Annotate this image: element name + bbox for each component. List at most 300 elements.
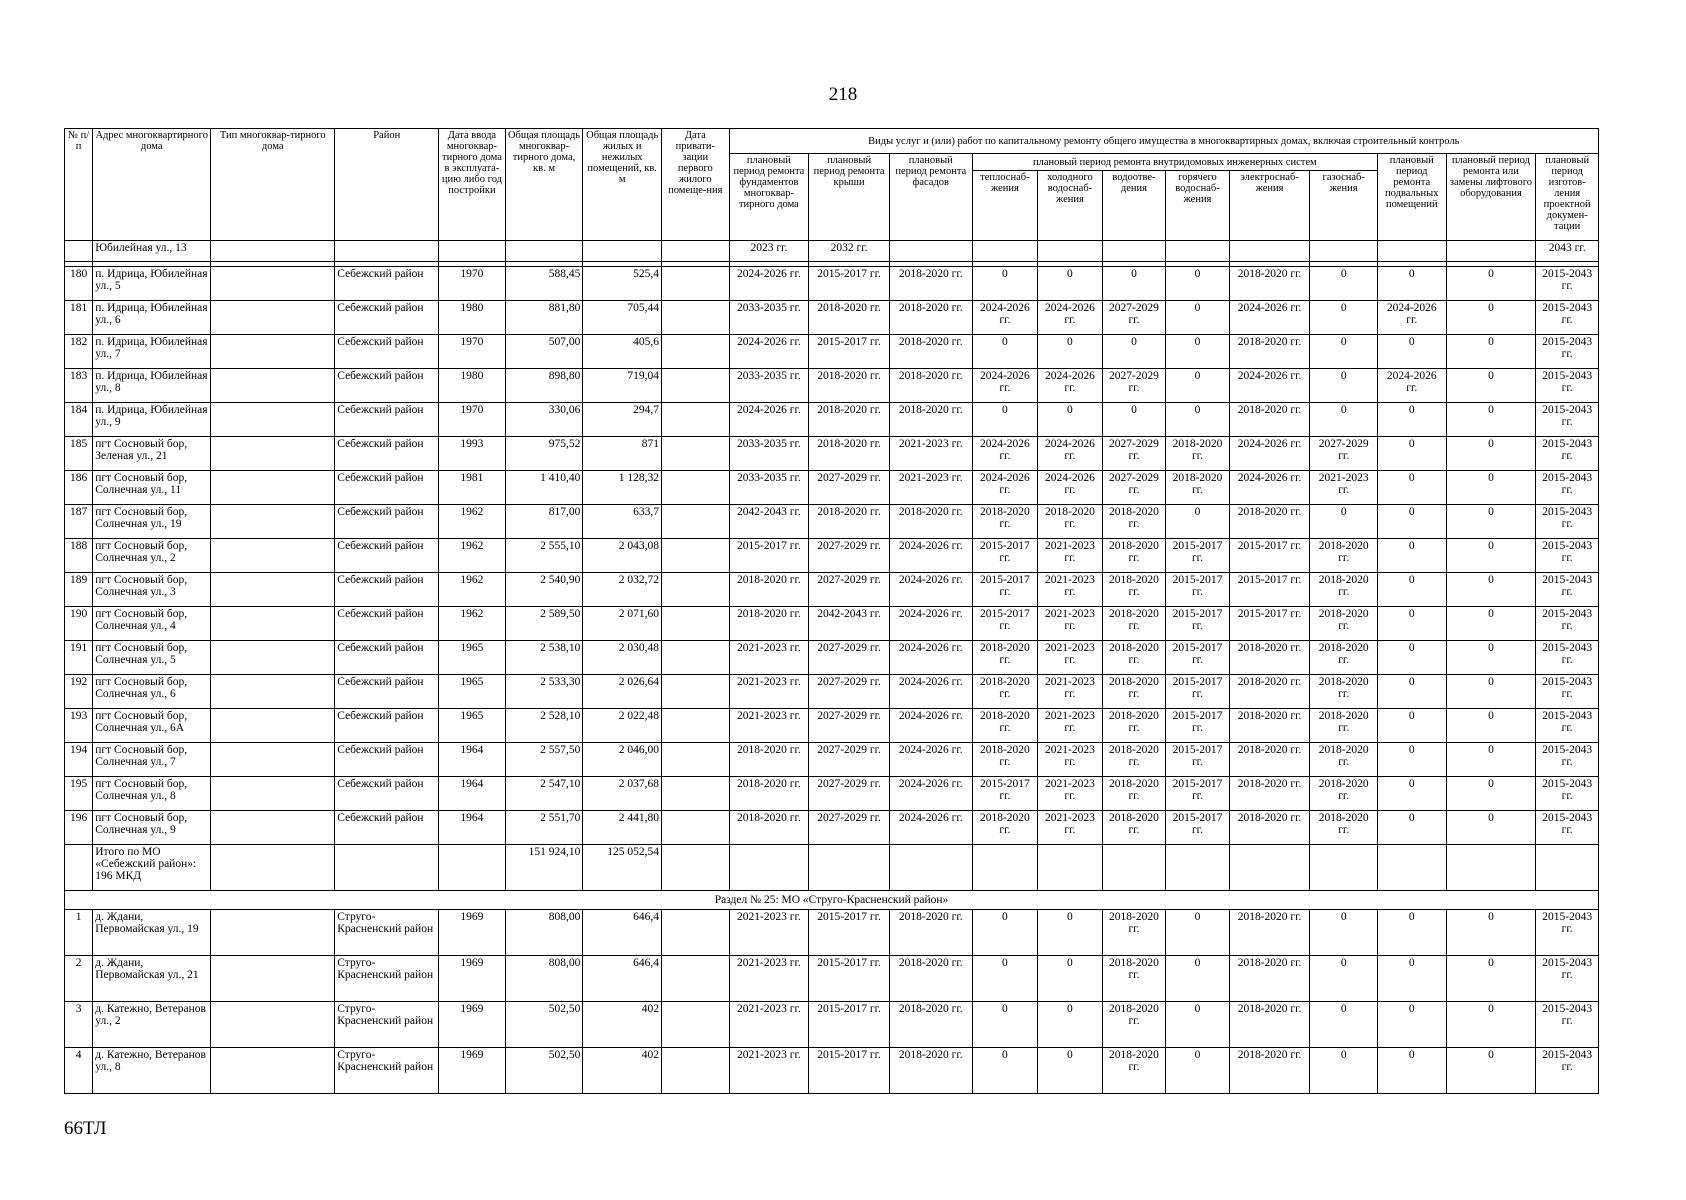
- table-cell: 1993: [439, 437, 506, 471]
- table-cell: 191: [65, 641, 93, 675]
- table-cell: Себежский район: [335, 471, 439, 505]
- header-engineering-group: плановый период ремонта внутридомовых инженерных систем: [972, 154, 1377, 171]
- table-cell: 2027-2029 гг.: [809, 777, 890, 811]
- table-cell: 0: [1377, 471, 1446, 505]
- table-cell: 2015-2017 гг.: [809, 1002, 890, 1048]
- table-cell: п. Идрица, Юбилейная ул., 9: [93, 403, 211, 437]
- table-cell: 2 589,50: [505, 607, 583, 641]
- table-cell: Струго-Красненский район: [335, 1048, 439, 1094]
- table-cell: [335, 845, 439, 891]
- table-cell: 2021-2023 гг.: [1310, 471, 1378, 505]
- table-cell: 2015-2017 гг.: [809, 267, 890, 301]
- table-cell: 525,4: [583, 267, 662, 301]
- table-cell: 188: [65, 539, 93, 573]
- table-cell: [662, 709, 730, 743]
- table-cell: 2033-2035 гг.: [729, 437, 809, 471]
- header-num: № п/п: [65, 129, 93, 241]
- table-cell: 183: [65, 369, 93, 403]
- table-cell: 1962: [439, 573, 506, 607]
- table-cell: 0: [1166, 910, 1230, 956]
- table-cell: [1310, 845, 1378, 891]
- table-cell: 0: [1446, 956, 1536, 1002]
- table-cell: 2 022,48: [583, 709, 662, 743]
- table-cell: 1: [65, 910, 93, 956]
- table-cell: 0: [972, 956, 1038, 1002]
- table-cell: 2 030,48: [583, 641, 662, 675]
- table-cell: 2033-2035 гг.: [729, 369, 809, 403]
- table-row: [65, 539, 1599, 573]
- table-cell: Себежский район: [335, 539, 439, 573]
- table-cell: д. Катежно, Ветеранов ул., 8: [93, 1048, 211, 1094]
- table-cell: [1446, 241, 1536, 262]
- table-cell: 2018-2020 гг.: [1102, 743, 1166, 777]
- header-type: Тип многоквар-тирного дома: [211, 129, 335, 241]
- table-cell: 2018-2020 гг.: [889, 1002, 972, 1048]
- header-sewer: водоотве-дения: [1102, 171, 1166, 241]
- table-cell: [1310, 241, 1378, 262]
- page-number: 218: [828, 84, 858, 105]
- table-cell: 2042-2043 гг.: [809, 607, 890, 641]
- table-cell: 0: [1377, 607, 1446, 641]
- table-cell: 2024-2026 гг.: [729, 403, 809, 437]
- table-cell: 0: [1038, 956, 1103, 1002]
- table-row: [65, 709, 1599, 743]
- table-cell: 2: [65, 956, 93, 1002]
- table-cell: 2015-2043 гг.: [1536, 607, 1599, 641]
- table-cell: 2024-2026 гг.: [1229, 437, 1310, 471]
- table-cell: 2 538,10: [505, 641, 583, 675]
- table-cell: 2018-2020 гг.: [809, 403, 890, 437]
- table-cell: 2024-2026 гг.: [889, 573, 972, 607]
- table-row: [65, 573, 1599, 607]
- table-cell: Себежский район: [335, 369, 439, 403]
- table-cell: 1965: [439, 709, 506, 743]
- table-cell: 0: [1377, 437, 1446, 471]
- table-cell: 0: [972, 335, 1038, 369]
- table-cell: 2021-2023 гг.: [1038, 777, 1103, 811]
- table-cell: [972, 845, 1038, 891]
- table-cell: 0: [1038, 335, 1103, 369]
- table-cell: 2015-2043 гг.: [1536, 335, 1599, 369]
- table-cell: 2015-2043 гг.: [1536, 1002, 1599, 1048]
- table-cell: [1166, 241, 1230, 262]
- table-cell: [662, 1048, 730, 1094]
- table-cell: 2015-2043 гг.: [1536, 675, 1599, 709]
- table-cell: 2024-2026 гг.: [972, 301, 1038, 335]
- table-cell: Юбилейная ул., 13: [93, 241, 211, 262]
- table-cell: 2018-2020 гг.: [889, 1048, 972, 1094]
- table-cell: [809, 845, 890, 891]
- table-row: [65, 845, 1599, 891]
- table-cell: 2018-2020 гг.: [889, 335, 972, 369]
- table-cell: 2018-2020 гг.: [1102, 505, 1166, 539]
- table-cell: 2024-2026 гг.: [1229, 301, 1310, 335]
- table-cell: 0: [1377, 743, 1446, 777]
- table-cell: 2024-2026 гг.: [1377, 301, 1446, 335]
- table-cell: 0: [1310, 335, 1378, 369]
- table-cell: 2018-2020 гг.: [1102, 675, 1166, 709]
- table-cell: 2018-2020 гг.: [729, 777, 809, 811]
- table-cell: 0: [1446, 573, 1536, 607]
- table-cell: д. Ждани, Первомайская ул., 21: [93, 956, 211, 1002]
- table-cell: 2018-2020 гг.: [1229, 1002, 1310, 1048]
- table-cell: 2021-2023 гг.: [1038, 709, 1103, 743]
- table-cell: [439, 241, 506, 262]
- table-cell: 2018-2020 гг.: [1310, 675, 1378, 709]
- table-cell: 2018-2020 гг.: [972, 505, 1038, 539]
- table-cell: 0: [1377, 573, 1446, 607]
- table-cell: [211, 471, 335, 505]
- table-cell: [211, 1002, 335, 1048]
- table-cell: 402: [583, 1002, 662, 1048]
- table-cell: [211, 505, 335, 539]
- table-cell: [662, 675, 730, 709]
- table-cell: 2018-2020 гг.: [1310, 607, 1378, 641]
- table-cell: [211, 335, 335, 369]
- table-cell: 2015-2043 гг.: [1536, 369, 1599, 403]
- table-cell: 2018-2020 гг.: [1310, 777, 1378, 811]
- table-cell: 2015-2043 гг.: [1536, 403, 1599, 437]
- header-total-area: Общая площадь многоквар-тирного дома, кв. м: [505, 129, 583, 241]
- table-cell: 0: [972, 403, 1038, 437]
- table-cell: 0: [1038, 910, 1103, 956]
- table-cell: 2015-2017 гг.: [972, 607, 1038, 641]
- table-cell: 2018-2020 гг.: [1310, 539, 1378, 573]
- table-cell: 1962: [439, 539, 506, 573]
- table-cell: 2018-2020 гг.: [1102, 607, 1166, 641]
- table-cell: 0: [1310, 403, 1378, 437]
- table-cell: 2015-2017 гг.: [1229, 607, 1310, 641]
- header-cold-water: холодного водоснаб-жения: [1038, 171, 1103, 241]
- table-cell: 2018-2020 гг.: [729, 607, 809, 641]
- table-cell: 0: [1310, 910, 1378, 956]
- table-cell: 2018-2020 гг.: [1102, 641, 1166, 675]
- table-cell: 2015-2043 гг.: [1536, 267, 1599, 301]
- table-cell: 2018-2020 гг.: [889, 369, 972, 403]
- table-cell: [662, 369, 730, 403]
- table-cell: [1038, 845, 1103, 891]
- table-cell: 2018-2020 гг.: [972, 675, 1038, 709]
- header-privatization: Дата привати-зации первого жилого помеще-ния: [662, 129, 730, 241]
- table-cell: 2027-2029 гг.: [1310, 437, 1378, 471]
- section-title: Раздел № 25: МО «Струго-Красненский район»: [65, 891, 1599, 910]
- table-row: [65, 369, 1599, 403]
- table-cell: 2015-2043 гг.: [1536, 709, 1599, 743]
- table-cell: 2018-2020 гг.: [1310, 811, 1378, 845]
- table-cell: [662, 1002, 730, 1048]
- table-cell: 2015-2043 гг.: [1536, 811, 1599, 845]
- table-row: [65, 956, 1599, 1002]
- table-cell: 2 037,68: [583, 777, 662, 811]
- table-cell: 2015-2017 гг.: [1166, 607, 1230, 641]
- table-cell: 2015-2043 гг.: [1536, 910, 1599, 956]
- table-cell: 2015-2043 гг.: [1536, 505, 1599, 539]
- table-cell: 2015-2043 гг.: [1536, 539, 1599, 573]
- table-row: [65, 403, 1599, 437]
- table-cell: [211, 675, 335, 709]
- table-cell: 2018-2020 гг.: [1310, 743, 1378, 777]
- table-cell: 0: [1377, 1048, 1446, 1094]
- table-cell: [889, 241, 972, 262]
- table-cell: Себежский район: [335, 573, 439, 607]
- table-cell: 2027-2029 гг.: [809, 539, 890, 573]
- table-cell: 125 052,54: [583, 845, 662, 891]
- table-cell: [65, 241, 93, 262]
- table-cell: д. Ждани, Первомайская ул., 19: [93, 910, 211, 956]
- table-cell: [211, 241, 335, 262]
- table-cell: 1965: [439, 641, 506, 675]
- table-cell: [1229, 241, 1310, 262]
- table-cell: [211, 607, 335, 641]
- table-cell: 196: [65, 811, 93, 845]
- table-cell: 2 555,10: [505, 539, 583, 573]
- table-cell: п. Идрица, Юбилейная ул., 5: [93, 267, 211, 301]
- table-cell: [211, 573, 335, 607]
- table-cell: пгт Сосновый бор, Солнечная ул., 19: [93, 505, 211, 539]
- table-cell: 1970: [439, 403, 506, 437]
- table-cell: 0: [1446, 641, 1536, 675]
- table-cell: 194: [65, 743, 93, 777]
- table-cell: 0: [1310, 1002, 1378, 1048]
- table-cell: 2042-2043 гг.: [729, 505, 809, 539]
- table-cell: 0: [1446, 539, 1536, 573]
- table-row: [65, 1002, 1599, 1048]
- table-cell: 2015-2017 гг.: [729, 539, 809, 573]
- table-cell: [1377, 845, 1446, 891]
- table-cell: 2018-2020 гг.: [1102, 777, 1166, 811]
- table-cell: пгт Сосновый бор, Солнечная ул., 11: [93, 471, 211, 505]
- table-cell: [662, 956, 730, 1002]
- table-cell: 2018-2020 гг.: [972, 811, 1038, 845]
- table-cell: 2027-2029 гг.: [809, 743, 890, 777]
- table-cell: [211, 777, 335, 811]
- table-row: [65, 1048, 1599, 1094]
- table-cell: 2 551,70: [505, 811, 583, 845]
- table-cell: 0: [972, 1002, 1038, 1048]
- table-cell: 2018-2020 гг.: [1166, 471, 1230, 505]
- table-cell: 898,80: [505, 369, 583, 403]
- table-cell: 1965: [439, 675, 506, 709]
- table-cell: 2027-2029 гг.: [809, 471, 890, 505]
- table-cell: 975,52: [505, 437, 583, 471]
- table-cell: 2 046,00: [583, 743, 662, 777]
- table-cell: 0: [1166, 1048, 1230, 1094]
- table-cell: 2 557,50: [505, 743, 583, 777]
- table-cell: 0: [1377, 811, 1446, 845]
- header-foundation: плановый период ремонта фундаментов многоквар-тирного дома: [729, 154, 809, 241]
- table-cell: [1377, 241, 1446, 262]
- table-cell: 2018-2020 гг.: [1102, 1002, 1166, 1048]
- table-cell: 1969: [439, 910, 506, 956]
- table-cell: 0: [1038, 403, 1103, 437]
- table-cell: 2018-2020 гг.: [1102, 709, 1166, 743]
- table-cell: 0: [1038, 1002, 1103, 1048]
- table-cell: 507,00: [505, 335, 583, 369]
- table-cell: 0: [1446, 709, 1536, 743]
- table-cell: 0: [1102, 335, 1166, 369]
- table-cell: 0: [1166, 505, 1230, 539]
- table-cell: 2018-2020 гг.: [1229, 675, 1310, 709]
- table-cell: 2015-2017 гг.: [1166, 573, 1230, 607]
- table-cell: 1970: [439, 335, 506, 369]
- table-cell: 2015-2017 гг.: [972, 539, 1038, 573]
- table-cell: 2018-2020 гг.: [1038, 505, 1103, 539]
- table-cell: [662, 641, 730, 675]
- table-cell: 0: [1446, 1002, 1536, 1048]
- table-cell: Себежский район: [335, 335, 439, 369]
- table-row: [65, 471, 1599, 505]
- table-cell: пгт Сосновый бор, Солнечная ул., 2: [93, 539, 211, 573]
- table-cell: 0: [1377, 709, 1446, 743]
- table-row: [65, 437, 1599, 471]
- table-cell: 0: [1377, 641, 1446, 675]
- table-cell: 2015-2043 гг.: [1536, 777, 1599, 811]
- table-cell: 190: [65, 607, 93, 641]
- table-cell: 2027-2029 гг.: [809, 811, 890, 845]
- table-cell: 2015-2017 гг.: [972, 573, 1038, 607]
- table-cell: [211, 267, 335, 301]
- table-cell: 2015-2017 гг.: [1166, 675, 1230, 709]
- table-cell: [211, 369, 335, 403]
- table-cell: 0: [1377, 777, 1446, 811]
- table-cell: 2 533,30: [505, 675, 583, 709]
- header-project-docs: плановый период изготов-ления проектной докумен-тации: [1536, 154, 1599, 241]
- table-cell: [211, 811, 335, 845]
- table-cell: 0: [972, 267, 1038, 301]
- table-cell: 0: [1446, 369, 1536, 403]
- table-cell: 808,00: [505, 910, 583, 956]
- table-row: [65, 241, 1599, 262]
- table-cell: 2015-2017 гг.: [1229, 573, 1310, 607]
- table-cell: 2018-2020 гг.: [889, 267, 972, 301]
- table-cell: 0: [1310, 956, 1378, 1002]
- table-cell: 2 441,80: [583, 811, 662, 845]
- table-cell: 0: [1446, 267, 1536, 301]
- table-cell: 2015-2043 гг.: [1536, 301, 1599, 335]
- table-cell: пгт Сосновый бор, Солнечная ул., 3: [93, 573, 211, 607]
- table-cell: 2015-2017 гг.: [809, 1048, 890, 1094]
- table-cell: 0: [1446, 811, 1536, 845]
- table-cell: [439, 845, 506, 891]
- table-cell: Себежский район: [335, 505, 439, 539]
- table-cell: 181: [65, 301, 93, 335]
- table-cell: 2 043,08: [583, 539, 662, 573]
- table-cell: 2018-2020 гг.: [729, 743, 809, 777]
- table-cell: 2018-2020 гг.: [889, 505, 972, 539]
- table-cell: п. Идрица, Юбилейная ул., 7: [93, 335, 211, 369]
- table-cell: [662, 471, 730, 505]
- table-cell: 0: [1166, 369, 1230, 403]
- table-cell: 2021-2023 гг.: [1038, 811, 1103, 845]
- table-cell: 2021-2023 гг.: [1038, 641, 1103, 675]
- header-district: Район: [335, 129, 439, 241]
- table-cell: 180: [65, 267, 93, 301]
- table-cell: 2018-2020 гг.: [1310, 709, 1378, 743]
- table-cell: 0: [1446, 505, 1536, 539]
- table-cell: 1980: [439, 301, 506, 335]
- table-cell: 2024-2026 гг.: [1377, 369, 1446, 403]
- table-cell: 0: [1310, 301, 1378, 335]
- table-cell: 1 410,40: [505, 471, 583, 505]
- table-cell: Струго-Красненский район: [335, 910, 439, 956]
- table-cell: Себежский район: [335, 811, 439, 845]
- table-cell: 186: [65, 471, 93, 505]
- table-cell: 2033-2035 гг.: [729, 301, 809, 335]
- table-cell: [211, 845, 335, 891]
- table-cell: [211, 910, 335, 956]
- table-row: [65, 505, 1599, 539]
- table-cell: 2018-2020 гг.: [1229, 505, 1310, 539]
- table-cell: 1964: [439, 811, 506, 845]
- table-cell: [211, 437, 335, 471]
- table-cell: 0: [1310, 505, 1378, 539]
- table-row: [65, 777, 1599, 811]
- table-cell: Себежский район: [335, 777, 439, 811]
- table-cell: 2018-2020 гг.: [972, 641, 1038, 675]
- table-cell: [211, 709, 335, 743]
- table-cell: 2018-2020 гг.: [972, 709, 1038, 743]
- table-cell: [662, 777, 730, 811]
- table-cell: 0: [1377, 403, 1446, 437]
- table-cell: 2018-2020 гг.: [1102, 539, 1166, 573]
- table-cell: 2 528,10: [505, 709, 583, 743]
- table-cell: [729, 845, 809, 891]
- table-cell: 817,00: [505, 505, 583, 539]
- table-cell: 646,4: [583, 910, 662, 956]
- table-cell: 2015-2017 гг.: [1229, 539, 1310, 573]
- table-cell: 588,45: [505, 267, 583, 301]
- table-cell: 0: [1310, 1048, 1378, 1094]
- table-cell: п. Идрица, Юбилейная ул., 8: [93, 369, 211, 403]
- table-cell: 2024-2026 гг.: [889, 675, 972, 709]
- table-cell: [211, 403, 335, 437]
- table-cell: 0: [1377, 539, 1446, 573]
- table-cell: [1102, 241, 1166, 262]
- table-cell: 185: [65, 437, 93, 471]
- table-cell: 2024-2026 гг.: [1038, 471, 1103, 505]
- table-cell: 2024-2026 гг.: [889, 607, 972, 641]
- table-cell: 192: [65, 675, 93, 709]
- table-cell: [662, 811, 730, 845]
- table-cell: 0: [972, 1048, 1038, 1094]
- table-cell: 719,04: [583, 369, 662, 403]
- table-cell: [1229, 845, 1310, 891]
- table-cell: 2018-2020 гг.: [1229, 335, 1310, 369]
- table-cell: 2021-2023 гг.: [729, 641, 809, 675]
- table-cell: 2018-2020 гг.: [809, 437, 890, 471]
- table-cell: 502,50: [505, 1002, 583, 1048]
- table-cell: 405,6: [583, 335, 662, 369]
- section-row: [65, 891, 1599, 910]
- table-cell: 2021-2023 гг.: [1038, 675, 1103, 709]
- table-cell: 0: [1102, 267, 1166, 301]
- table-cell: 2018-2020 гг.: [1229, 1048, 1310, 1094]
- header-heat: теплоснаб-жения: [972, 171, 1038, 241]
- table-cell: 2024-2026 гг.: [972, 437, 1038, 471]
- table-row: [65, 811, 1599, 845]
- table-cell: 2021-2023 гг.: [1038, 743, 1103, 777]
- table-cell: 2015-2017 гг.: [972, 777, 1038, 811]
- table-cell: 3: [65, 1002, 93, 1048]
- table-cell: 2027-2029 гг.: [1102, 437, 1166, 471]
- table-cell: 871: [583, 437, 662, 471]
- table-cell: [505, 241, 583, 262]
- table-row: [65, 641, 1599, 675]
- table-cell: 2015-2043 гг.: [1536, 437, 1599, 471]
- table-cell: 2027-2029 гг.: [809, 675, 890, 709]
- table-cell: 2018-2020 гг.: [972, 743, 1038, 777]
- table-cell: 2018-2020 гг.: [1229, 267, 1310, 301]
